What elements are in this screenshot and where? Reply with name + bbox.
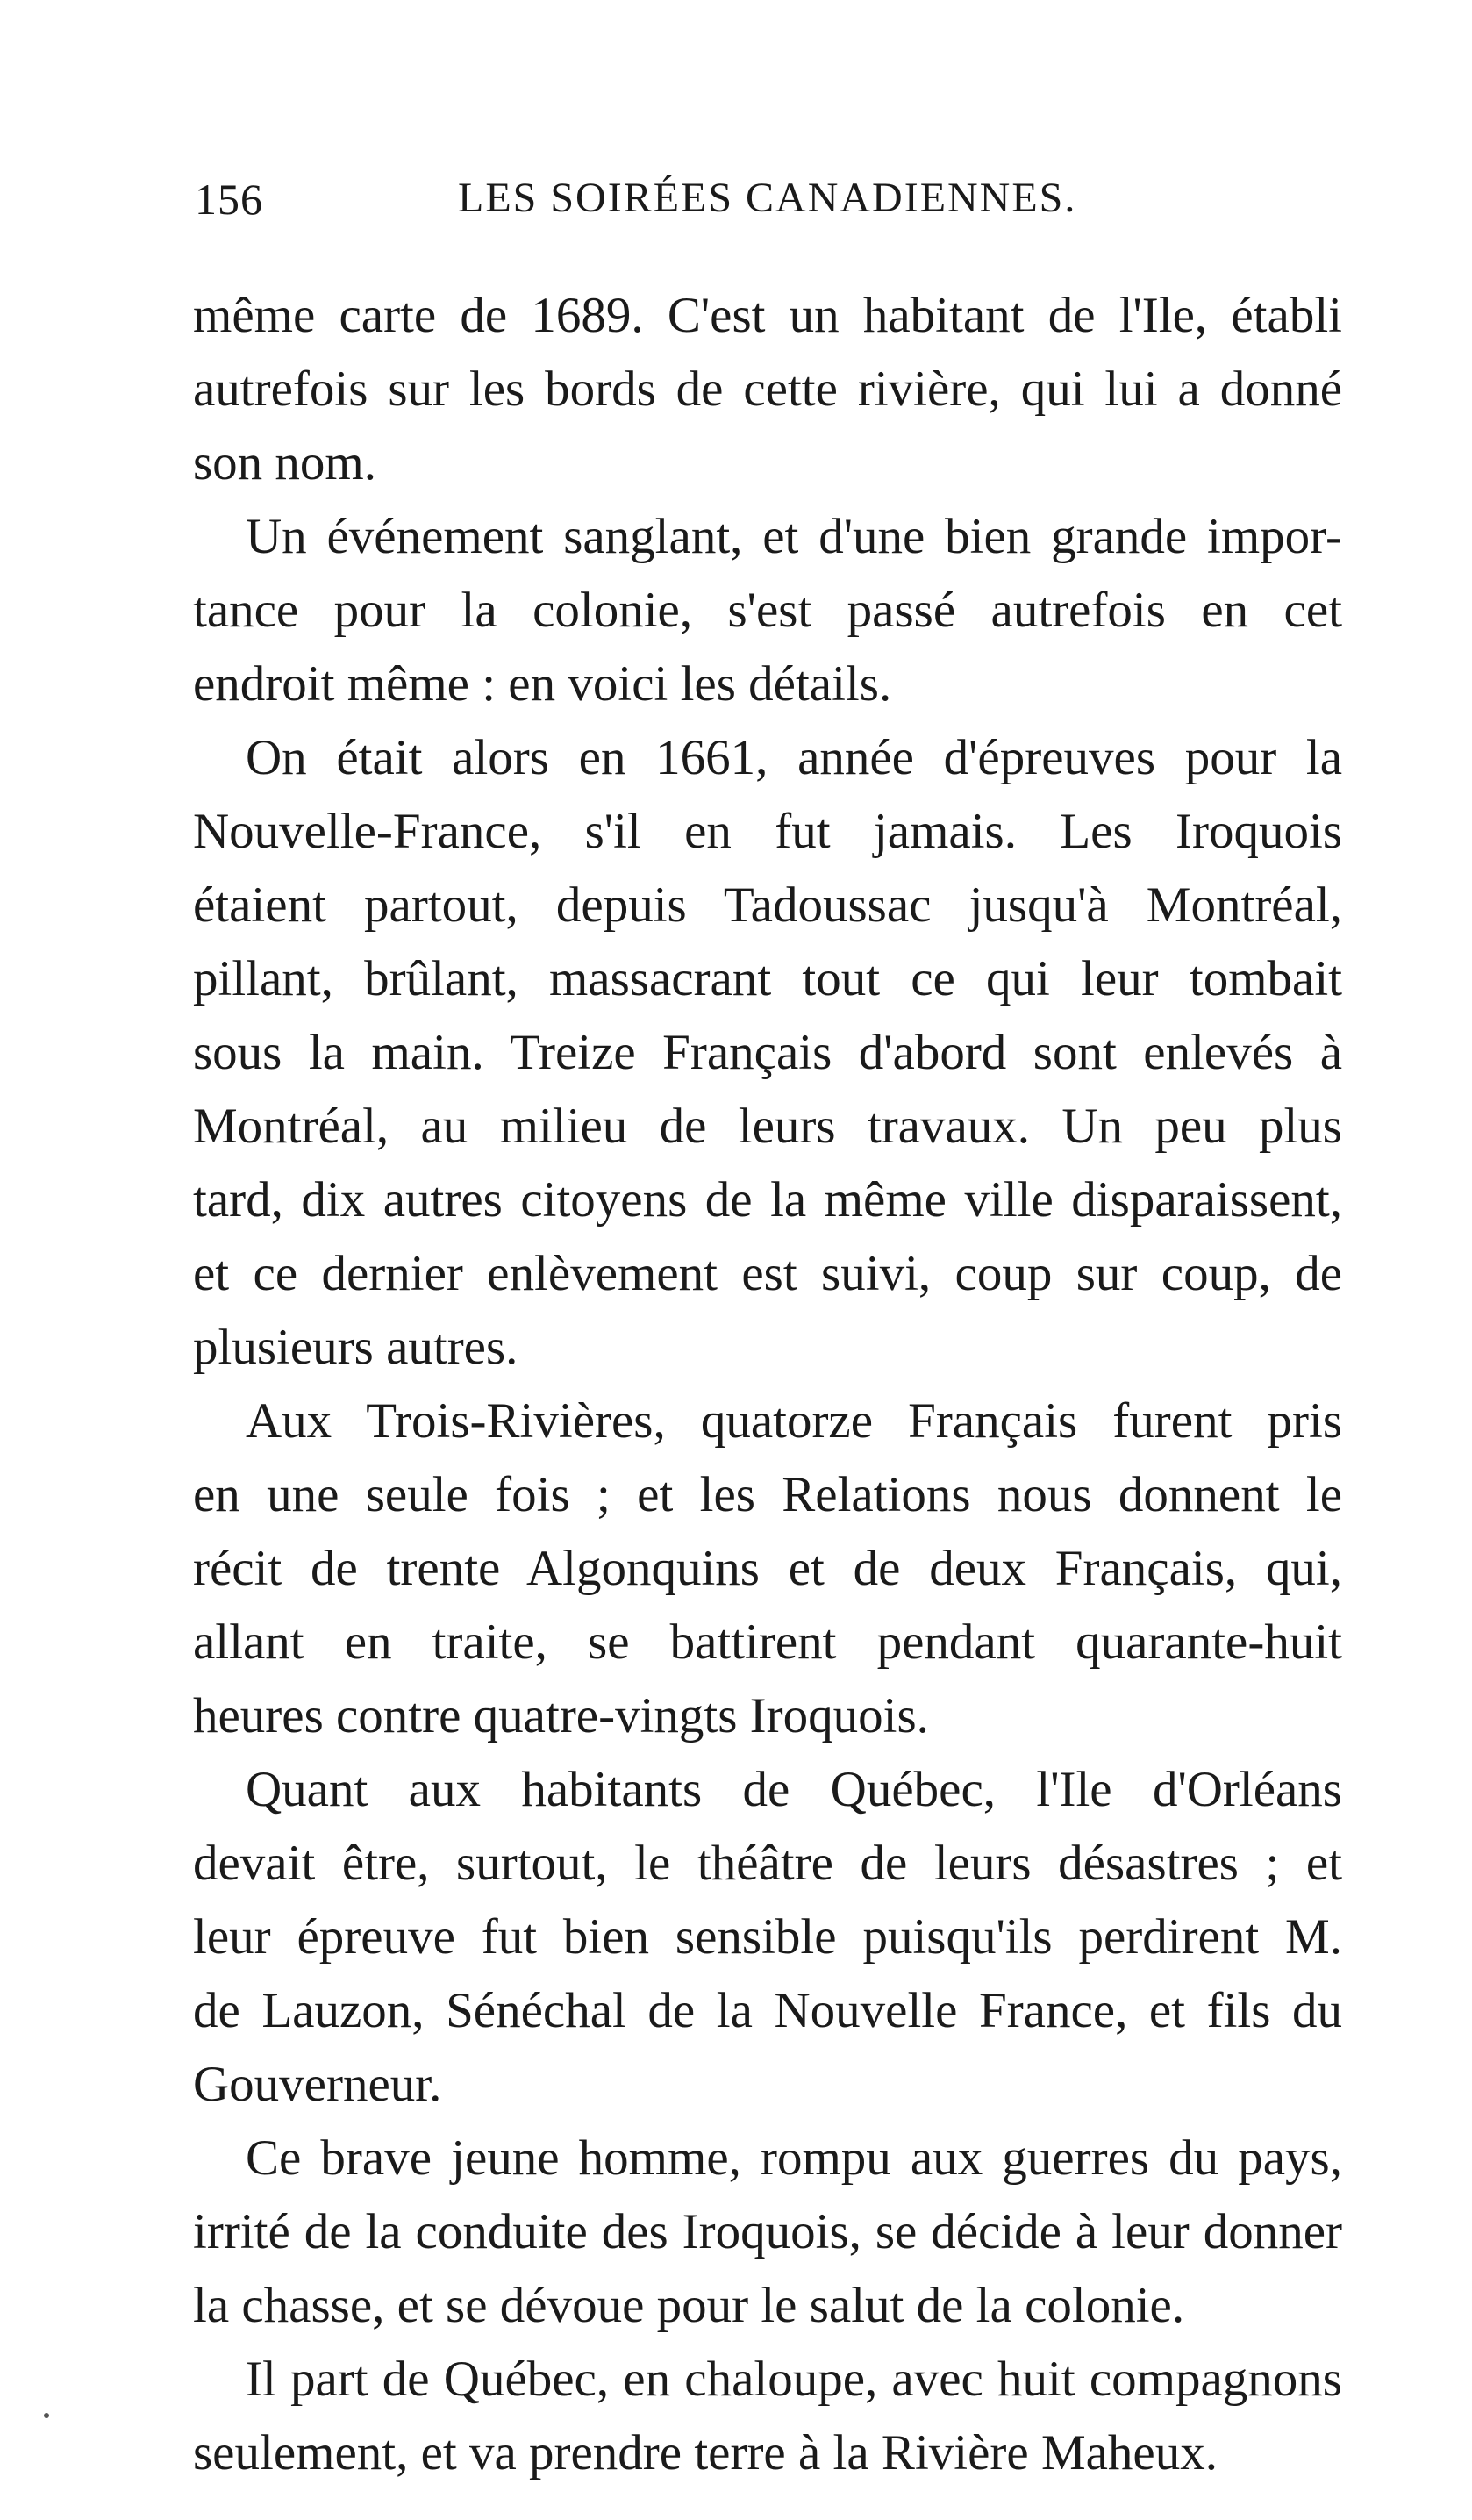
running-head <box>195 174 1335 235</box>
paragraph <box>193 2343 1342 2490</box>
paragraph <box>193 2122 1342 2343</box>
body-text <box>193 279 1342 2490</box>
text-line: Il part de Québec, en chaloupe, avec huit compagnons <box>246 2352 1342 2407</box>
text-line: irrité de la conduite des Iroquois, se décide à leur donner <box>193 2204 1342 2259</box>
text-line: même carte de 1689. C'est un habitant de l'Ile, établi <box>193 288 1342 343</box>
text-line: son nom. <box>193 435 377 490</box>
text-line: Aux Trois-Rivières, quatorze Français furent pris <box>246 1393 1342 1449</box>
text-line: et ce dernier enlèvement est suivi, coup sur coup, de <box>193 1246 1342 1301</box>
text-line: Nouvelle-France, s'il en fut jamais. Les Iroquois <box>193 804 1342 859</box>
paragraph <box>193 1385 1342 1753</box>
text-line: étaient partout, depuis Tadoussac jusqu'à Montréal, <box>193 877 1342 933</box>
page-number: 156 <box>195 175 263 224</box>
paragraph <box>193 279 1342 500</box>
text-line: On était alors en 1661, année d'épreuves pour la <box>246 730 1342 785</box>
text-line: endroit même : en voici les détails. <box>193 656 892 712</box>
paragraph <box>193 721 1342 1385</box>
text-line: pillant, brûlant, massacrant tout ce qui leur tombait <box>193 951 1342 1006</box>
text-line: sous la main. Treize Français d'abord sont enlevés à <box>193 1025 1342 1080</box>
text-line: autrefois sur les bords de cette rivière, qui lui a donné <box>193 362 1342 417</box>
text-line: tance pour la colonie, s'est passé autrefois en cet <box>193 583 1342 638</box>
text-line: en une seule fois ; et les Relations nous donnent le <box>193 1467 1342 1522</box>
stray-ink-mark <box>44 2413 49 2418</box>
text-line: Gouverneur. <box>193 2057 442 2112</box>
text-line: leur épreuve fut bien sensible puisqu'ils perdirent M. <box>193 1909 1342 1965</box>
text-line: Un événement sanglant, et d'une bien grande impor- <box>246 509 1342 564</box>
text-line: Montréal, au milieu de leurs travaux. Un peu plus <box>193 1099 1342 1154</box>
text-line: seulement, et va prendre terre à la Rivière Maheux. <box>193 2425 1218 2481</box>
text-line: heures contre quatre-vingts Iroquois. <box>193 1688 929 1743</box>
text-line: allant en traite, se battirent pendant quarante-huit <box>193 1614 1342 1670</box>
text-line: récit de trente Algonquins et de deux Français, qui, <box>193 1541 1342 1596</box>
text-line: devait être, surtout, le théâtre de leurs désastres ; et <box>193 1836 1342 1891</box>
paragraph <box>193 500 1342 721</box>
text-line: la chasse, et se dévoue pour le salut de la colonie. <box>193 2278 1185 2333</box>
text-line: Ce brave jeune homme, rompu aux guerres du pays, <box>246 2130 1342 2186</box>
paragraph <box>193 1753 1342 2122</box>
text-line: plusieurs autres. <box>193 1320 518 1375</box>
running-title: LES SOIRÉES CANADIENNES. <box>458 175 1077 221</box>
text-line: de Lauzon, Sénéchal de la Nouvelle France, et fils du <box>193 1983 1342 2038</box>
text-line: tard, dix autres citoyens de la même ville disparaissent, <box>193 1172 1342 1228</box>
text-line: Quant aux habitants de Québec, l'Ile d'Orléans <box>246 1762 1342 1817</box>
